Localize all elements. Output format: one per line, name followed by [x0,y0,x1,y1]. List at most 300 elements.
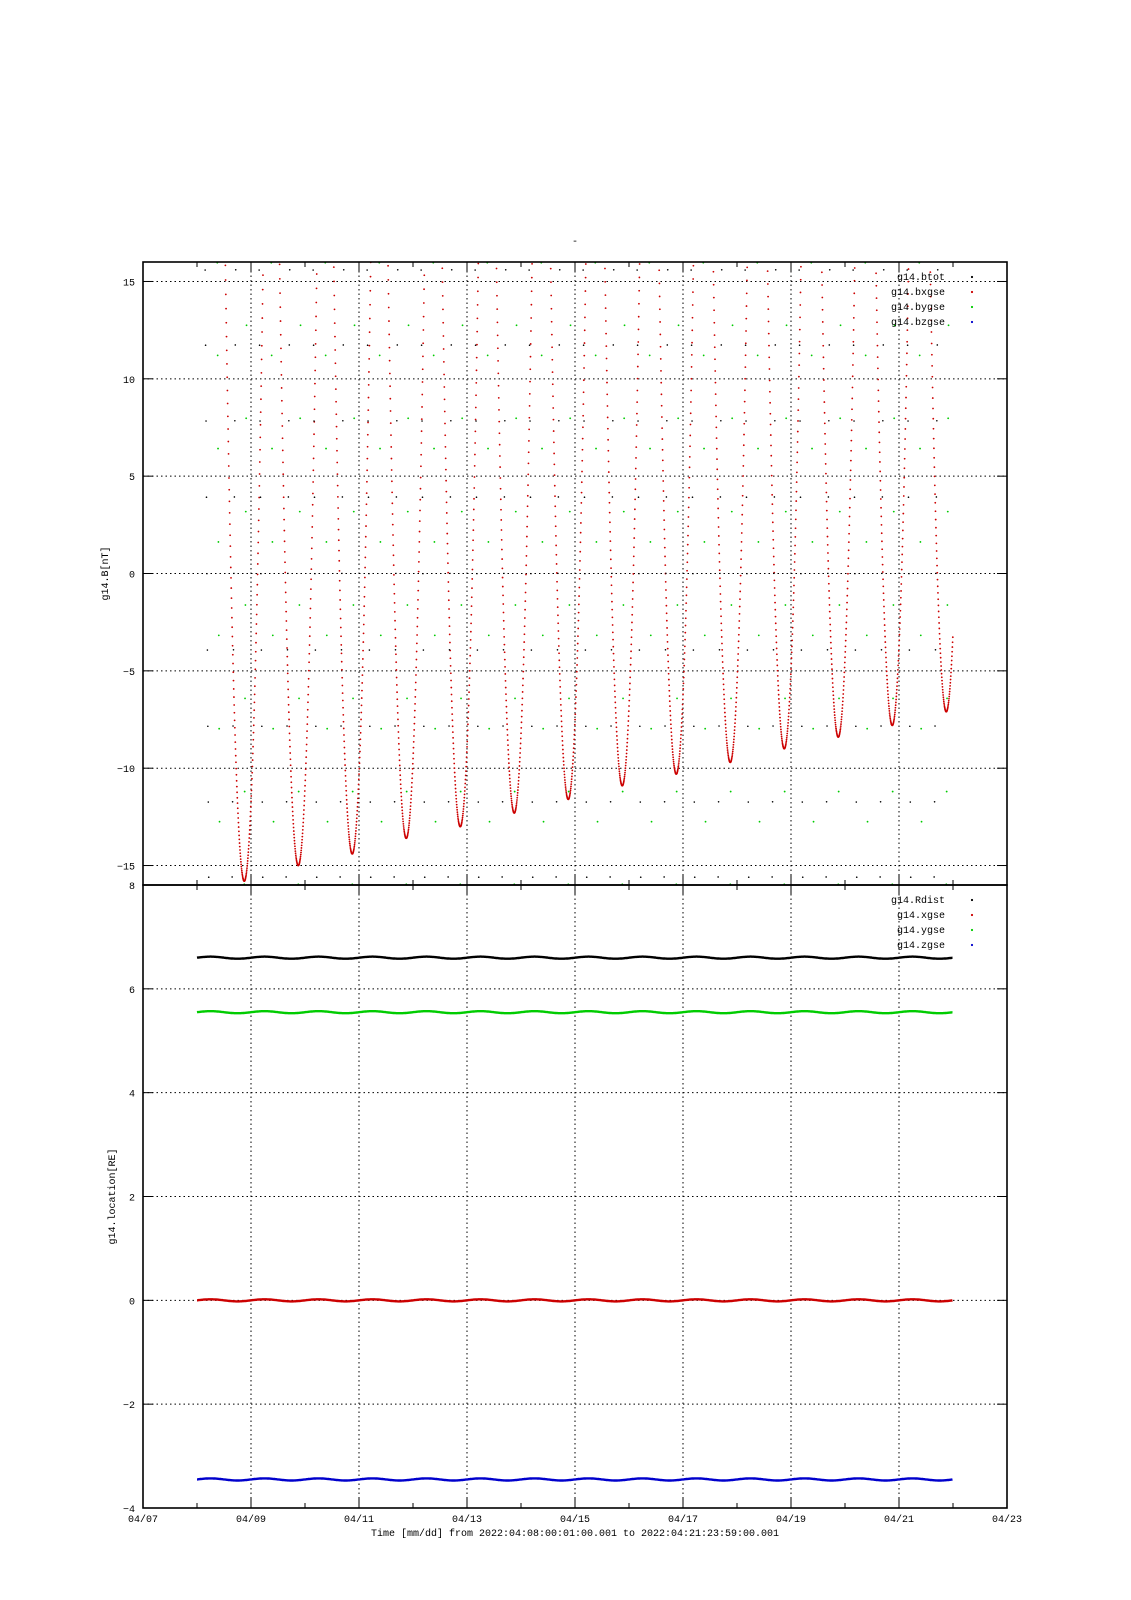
bxgse-point [938,628,940,630]
btot-point [828,344,830,346]
btot-point [694,876,696,878]
bxgse-point [249,829,251,831]
bxgse-point [843,676,845,678]
bxgse-point [504,673,506,675]
bygse-point [353,604,355,606]
bxgse-point [781,736,783,738]
btot-point [558,496,560,498]
bxgse-point [799,316,801,318]
btot-point [856,876,858,878]
btot-point [879,876,881,878]
bxgse-point [721,643,723,645]
bxgse-point [668,667,670,669]
bygse-point [245,511,247,513]
btot-point [855,725,857,727]
bygse-point [812,541,814,543]
bxgse-point [561,720,563,722]
bxgse-point [359,745,361,747]
bxgse-point [564,779,566,781]
bxgse-point [414,710,416,712]
btot-point [342,344,344,346]
bxgse-point [465,761,467,763]
btot-point [664,725,666,727]
btot-point [450,496,452,498]
bxgse-point [423,288,425,290]
bxgse-point [683,677,685,679]
bxgse-point [768,356,770,358]
bxgse-point [343,728,345,730]
bxgse-point [685,617,687,619]
btot-point [232,725,234,727]
bxgse-point [828,575,830,577]
bxgse-point [854,267,856,269]
bxgse-point [235,755,237,757]
bxgse-point [900,603,902,605]
bxgse-point [347,822,349,824]
bxgse-point [787,725,789,727]
bxgse-point [257,574,259,576]
btot-point [556,801,558,803]
bxgse-point [887,697,889,699]
bxgse-point [442,281,444,283]
bxgse-point [771,503,773,505]
y-tick-label: 15 [122,278,135,290]
btot-point [368,573,370,575]
bxgse-point [935,519,937,521]
bxgse-point [225,308,227,310]
btot-point [747,725,749,727]
bxgse-point [315,343,317,345]
bxgse-point [339,580,341,582]
btot-point [935,649,937,651]
bxgse-point [522,671,524,673]
bygse-point [813,821,815,823]
btot-point [369,801,371,803]
bxgse-point [392,513,394,515]
y-tick-label: −15 [116,862,135,874]
bxgse-point [249,816,251,818]
bxgse-point [573,747,575,749]
bxgse-point [888,702,890,704]
bxgse-point [850,479,852,481]
btot-point [582,269,584,271]
bxgse-point [614,696,616,698]
bygse-point [245,604,247,606]
bxgse-point [412,768,414,770]
btot-point [475,420,477,422]
bxgse-point [678,760,680,762]
bxgse-point [897,669,899,671]
bxgse-point [452,725,454,727]
bxgse-point [456,809,458,811]
btot-point [667,269,669,271]
bxgse-point [308,686,310,688]
bxgse-point [715,404,717,406]
bxgse-point [443,374,445,376]
bxgse-point [613,659,615,661]
bxgse-point [658,256,660,258]
btot-point [855,649,857,651]
bxgse-point [898,639,900,641]
bxgse-point [354,838,356,840]
bxgse-point [262,303,264,305]
bxgse-point [229,534,231,536]
bxgse-point [947,705,949,707]
bxgse-point [299,859,301,861]
bxgse-point [250,800,252,802]
bxgse-point [850,460,852,462]
bxgse-point [792,620,794,622]
bxgse-point [252,746,254,748]
bxgse-point [617,757,619,759]
bxgse-point [337,496,339,498]
bxgse-point [291,792,293,794]
bxgse-point [399,774,401,776]
bxgse-point [611,609,613,611]
bxgse-point [780,733,782,735]
bxgse-point [526,526,528,528]
bxgse-point [524,625,526,627]
bygse-point [838,791,840,793]
bygse-point [650,728,652,730]
bxgse-point [880,516,882,518]
y-tick-label: 5 [128,473,135,485]
bygse-point [298,698,300,700]
btot-point [826,801,828,803]
bxgse-point [359,751,361,753]
bxgse-point [569,791,571,793]
btot-point [367,344,369,346]
bxgse-point [281,387,283,389]
bxgse-point [662,459,664,461]
bxgse-point [446,533,448,535]
bxgse-point [447,572,449,574]
bygse-point [543,821,545,823]
bxgse-point [609,540,611,542]
bxgse-point [719,577,721,579]
bxgse-point [420,442,422,444]
bxgse-point [680,737,682,739]
bxgse-point [578,587,580,589]
bxgse-point [477,290,479,292]
bxgse-point [881,548,883,550]
bxgse-point [523,649,525,651]
bygse-point [461,511,463,513]
bxgse-point [336,450,338,452]
bxgse-point [477,263,479,265]
bxgse-point [849,516,851,518]
bygse-point [381,821,383,823]
bxgse-point [413,741,415,743]
bxgse-point [605,333,607,335]
bxgse-point [849,498,851,500]
bxgse-point [334,308,336,310]
bxgse-point [630,643,632,645]
btot-point [799,344,801,346]
bxgse-point [337,485,339,487]
bxgse-point [575,702,577,704]
bxgse-point [570,789,572,791]
bxgse-point [227,390,229,392]
series-line [197,1478,953,1480]
bxgse-point [575,708,577,710]
bxgse-point [450,687,452,689]
bxgse-point [368,384,370,386]
btot-point [774,496,776,498]
bxgse-point [400,792,402,794]
bxgse-point [447,562,449,564]
bxgse-point [931,365,933,367]
bxgse-point [280,361,282,363]
btot-point [369,649,371,651]
y-tick-label: −10 [116,765,135,777]
bxgse-point [465,779,467,781]
bxgse-point [740,567,742,569]
bxgse-point [361,704,363,706]
btot-point [557,573,559,575]
bxgse-point [283,519,285,521]
btot-point [882,420,884,422]
bxgse-point [258,508,260,510]
bxgse-point [798,387,800,389]
bxgse-point [311,526,313,528]
bygse-point [568,791,570,793]
bxgse-point [258,519,260,521]
btot-point [423,649,425,651]
bxgse-point [579,560,581,562]
bygse-point [623,511,625,513]
y-tick-label: 2 [128,1193,135,1205]
series-rdist [197,957,953,959]
bygse-point [677,604,679,606]
bxgse-point [441,267,443,269]
bxgse-point [302,829,304,831]
bxgse-point [576,657,578,659]
bxgse-point [830,636,832,638]
y-tick-label: 8 [128,882,135,893]
bxgse-point [666,634,668,636]
btot-point [207,649,209,651]
bxgse-point [528,451,530,453]
bxgse-point [310,608,312,610]
bxgse-point [247,860,249,862]
btot-point [206,573,208,575]
bxgse-point [829,617,831,619]
bxgse-point [447,581,449,583]
bxgse-point [302,822,304,824]
bygse-point [488,634,490,636]
bxgse-point [852,375,854,377]
bxgse-point [464,783,466,785]
bxgse-point [249,833,251,835]
bxgse-point [625,762,627,764]
bxgse-point [309,635,311,637]
bxgse-point [311,558,313,560]
bxgse-point [365,546,367,548]
bxgse-point [929,259,931,261]
bygse-point [325,448,327,450]
bxgse-point [609,512,611,514]
bxgse-point [615,707,617,709]
bxgse-point [852,353,854,355]
bxgse-point [636,413,638,415]
bxgse-point [366,458,368,460]
bxgse-point [746,280,748,282]
bxgse-point [798,353,800,355]
bxgse-point [391,491,393,493]
bxgse-point [516,797,518,799]
bxgse-point [510,793,512,795]
bxgse-point [422,368,424,370]
bygse-point [704,634,706,636]
bxgse-point [740,550,742,552]
bxgse-point [881,540,883,542]
bxgse-point [515,806,517,808]
bxgse-point [498,385,500,387]
bxgse-point [412,763,414,765]
x-tick-label: 04/11 [343,1515,375,1526]
bxgse-point [936,565,938,567]
bxgse-point [612,624,614,626]
bxgse-point [689,456,691,458]
btot-point [558,344,560,346]
bxgse-point [832,682,834,684]
bxgse-point [403,829,405,831]
bxgse-point [400,788,402,790]
bxgse-point [523,664,525,666]
bygse-point [758,728,760,730]
bxgse-point [346,811,348,813]
bxgse-point [937,592,939,594]
btot-point [395,649,397,651]
bxgse-point [295,856,297,858]
bxgse-point [720,615,722,617]
btot-point [529,344,531,346]
bxgse-point [736,682,738,684]
bxgse-point [301,844,303,846]
bxgse-point [339,608,341,610]
bxgse-point [557,614,559,616]
bxgse-point [260,411,262,413]
bxgse-point [906,364,908,366]
btot-point [340,801,342,803]
bxgse-point [584,317,586,319]
bxgse-point [896,692,898,694]
bxgse-point [471,605,473,607]
bxgse-point [876,333,878,335]
bxgse-point [686,578,688,580]
bxgse-point [553,419,555,421]
bxgse-point [252,759,254,761]
bxgse-point [580,541,582,543]
bygse-point [217,355,219,357]
btot-point [450,420,452,422]
btot-point [530,573,532,575]
bxgse-point [554,474,556,476]
bxgse-point [733,741,735,743]
bxgse-point [262,274,264,276]
bxgse-point [742,485,744,487]
bxgse-point [292,815,294,817]
bxgse-point [238,830,240,832]
bxgse-point [583,355,585,357]
bxgse-point [344,753,346,755]
bxgse-point [562,753,564,755]
btot-point [664,801,666,803]
bxgse-point [889,716,891,718]
bxgse-point [565,788,567,790]
bxgse-point [476,331,478,333]
bxgse-point [795,509,797,511]
bxgse-point [607,428,609,430]
bxgse-point [393,593,395,595]
bxgse-point [683,659,685,661]
btot-point [504,344,506,346]
bxgse-point [293,834,295,836]
bxgse-point [304,785,306,787]
bxgse-point [908,255,910,257]
bxgse-point [906,352,908,354]
bxgse-point [830,653,832,655]
bxgse-point [284,572,286,574]
bxgse-point [528,417,530,419]
legend-marker [971,914,973,916]
bxgse-point [769,368,771,370]
bxgse-point [613,653,615,655]
btot-point [720,496,722,498]
bxgse-point [667,654,669,656]
bxgse-point [240,858,242,860]
bxgse-point [668,673,670,675]
bxgse-point [519,761,521,763]
bxgse-point [231,617,233,619]
bxgse-point [897,660,899,662]
bxgse-point [474,454,476,456]
btot-point [477,725,479,727]
bxgse-point [233,712,235,714]
bxgse-point [475,382,477,384]
bxgse-point [559,680,561,682]
bxgse-point [472,549,474,551]
bxgse-point [794,569,796,571]
bxgse-point [402,823,404,825]
bxgse-point [604,254,606,256]
btot-point [909,801,911,803]
bxgse-point [582,449,584,451]
bxgse-point [608,482,610,484]
bxgse-point [831,673,833,675]
bxgse-point [228,477,230,479]
btot-point [584,573,586,575]
bxgse-point [894,711,896,713]
bxgse-point [840,727,842,729]
bxgse-point [245,873,247,875]
bxgse-point [563,764,565,766]
bxgse-point [552,407,554,409]
bxgse-point [565,786,567,788]
bxgse-point [950,672,952,674]
bxgse-point [723,689,725,691]
bxgse-point [358,778,360,780]
bxgse-point [950,668,952,670]
bxgse-point [344,770,346,772]
bxgse-point [252,739,254,741]
bxgse-point [240,866,242,868]
bxgse-point [772,530,774,532]
bygse-point [732,324,734,326]
bxgse-point [789,692,791,694]
bxgse-point [391,469,393,471]
